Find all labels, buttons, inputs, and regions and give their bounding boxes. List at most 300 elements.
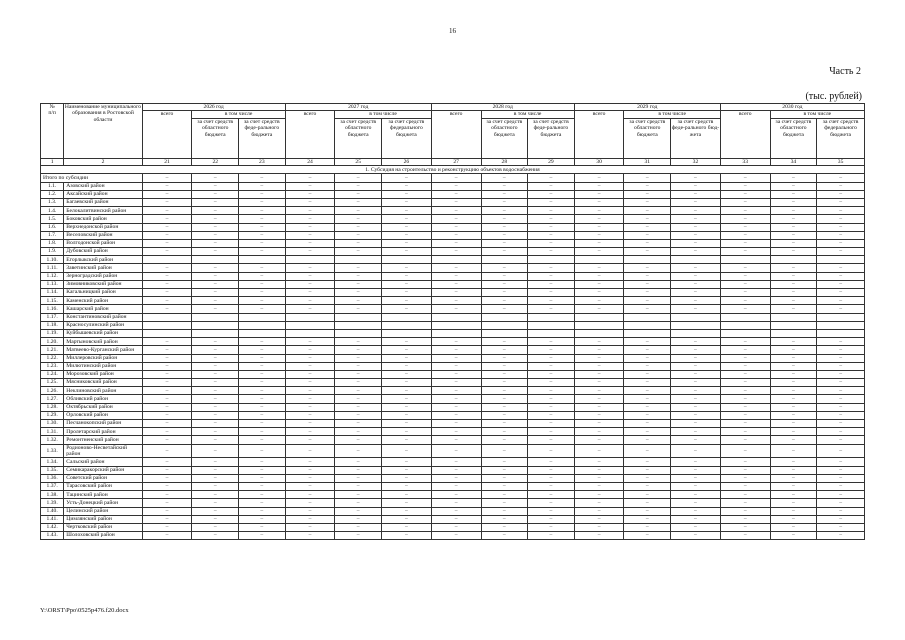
value-cell: – — [285, 354, 335, 362]
row-number: 1.43. — [41, 532, 64, 540]
value-cell: – — [671, 272, 721, 280]
value-cell: – — [239, 458, 286, 466]
value-cell: – — [671, 264, 721, 272]
value-cell: – — [770, 458, 817, 466]
value-cell: – — [770, 403, 817, 411]
value-cell: – — [528, 190, 575, 198]
total-row — [41, 174, 865, 182]
value-cell: – — [770, 289, 817, 297]
header-total: всего — [285, 111, 335, 158]
value-cell: – — [381, 444, 431, 458]
value-cell: – — [624, 444, 671, 458]
value-cell: – — [720, 174, 770, 182]
district-name: Шолоховский район — [64, 532, 142, 540]
value-cell: – — [574, 499, 624, 507]
row-number: 1.3. — [41, 198, 64, 206]
row-number: 1.6. — [41, 223, 64, 231]
value-cell — [671, 313, 721, 321]
value-cell: – — [528, 411, 575, 419]
value-cell: – — [192, 207, 239, 215]
value-cell: – — [528, 174, 575, 182]
value-cell — [528, 329, 575, 337]
row-number: 1.20. — [41, 338, 64, 346]
value-cell: – — [239, 198, 286, 206]
value-cell: – — [381, 305, 431, 313]
value-cell: – — [770, 297, 817, 305]
value-cell — [142, 313, 192, 321]
value-cell: – — [817, 523, 865, 531]
value-cell: – — [239, 474, 286, 482]
value-cell: – — [192, 362, 239, 370]
district-name: Мартыновский район — [64, 338, 142, 346]
value-cell: – — [528, 231, 575, 239]
header-including: в том числе — [624, 111, 720, 118]
table-row — [41, 289, 865, 297]
value-cell: – — [574, 379, 624, 387]
value-cell: – — [671, 466, 721, 474]
value-cell: – — [528, 264, 575, 272]
value-cell: – — [192, 466, 239, 474]
value-cell: – — [671, 444, 721, 458]
value-cell: – — [335, 482, 382, 490]
value-cell: – — [720, 474, 770, 482]
value-cell: – — [285, 507, 335, 515]
value-cell: – — [381, 428, 431, 436]
table-row — [41, 499, 865, 507]
value-cell — [574, 329, 624, 337]
value-cell: – — [624, 354, 671, 362]
value-cell: – — [574, 515, 624, 523]
table-row — [41, 379, 865, 387]
value-cell: – — [528, 403, 575, 411]
value-cell: – — [574, 403, 624, 411]
value-cell: – — [671, 370, 721, 378]
value-cell: – — [481, 272, 528, 280]
value-cell — [381, 329, 431, 337]
value-cell: – — [239, 420, 286, 428]
value-cell: – — [285, 444, 335, 458]
value-cell — [285, 256, 335, 264]
value-cell: – — [481, 264, 528, 272]
value-cell: – — [381, 338, 431, 346]
value-cell: – — [720, 289, 770, 297]
table-row — [41, 458, 865, 466]
value-cell: – — [720, 272, 770, 280]
value-cell: – — [671, 362, 721, 370]
row-number: 1.12. — [41, 272, 64, 280]
value-cell: – — [335, 297, 382, 305]
value-cell: – — [335, 499, 382, 507]
value-cell: – — [142, 198, 192, 206]
value-cell: – — [335, 231, 382, 239]
value-cell: – — [335, 198, 382, 206]
value-cell: – — [624, 499, 671, 507]
value-cell: – — [671, 289, 721, 297]
value-cell: – — [431, 458, 481, 466]
column-number: 34 — [770, 158, 817, 165]
value-cell — [770, 256, 817, 264]
table-row — [41, 403, 865, 411]
value-cell: – — [528, 444, 575, 458]
value-cell: – — [770, 444, 817, 458]
value-cell: – — [335, 239, 382, 247]
column-number: 31 — [624, 158, 671, 165]
value-cell: – — [624, 248, 671, 256]
value-cell: – — [770, 362, 817, 370]
value-cell: – — [142, 338, 192, 346]
value-cell — [624, 313, 671, 321]
value-cell: – — [481, 395, 528, 403]
value-cell: – — [817, 444, 865, 458]
value-cell: – — [142, 458, 192, 466]
part-label: Часть 2 — [829, 66, 861, 77]
table-row — [41, 523, 865, 531]
value-cell: – — [671, 420, 721, 428]
row-number: 1.22. — [41, 354, 64, 362]
value-cell: – — [528, 458, 575, 466]
value-cell: – — [142, 420, 192, 428]
value-cell: – — [239, 223, 286, 231]
value-cell: – — [481, 239, 528, 247]
column-number: 25 — [335, 158, 382, 165]
value-cell: – — [335, 466, 382, 474]
value-cell: – — [142, 411, 192, 419]
value-cell: – — [381, 515, 431, 523]
value-cell: – — [624, 182, 671, 190]
value-cell: – — [720, 436, 770, 444]
value-cell — [574, 321, 624, 329]
value-cell: – — [285, 174, 335, 182]
value-cell: – — [720, 354, 770, 362]
header-federal: за счет средств федерального бюджета — [817, 118, 865, 158]
value-cell: – — [335, 182, 382, 190]
header-name: Наименование муниципального образования в Ростовской области — [64, 104, 142, 159]
value-cell: – — [528, 436, 575, 444]
value-cell: – — [624, 458, 671, 466]
table-row — [41, 338, 865, 346]
header-num: № п/п — [41, 104, 64, 159]
value-cell: – — [142, 174, 192, 182]
value-cell: – — [381, 362, 431, 370]
value-cell: – — [528, 499, 575, 507]
value-cell: – — [381, 215, 431, 223]
district-name: Советский район — [64, 474, 142, 482]
row-number: 1.38. — [41, 491, 64, 499]
value-cell: – — [817, 507, 865, 515]
value-cell: – — [381, 403, 431, 411]
value-cell: – — [192, 280, 239, 288]
value-cell: – — [239, 411, 286, 419]
value-cell: – — [720, 523, 770, 531]
table-row — [41, 280, 865, 288]
value-cell: – — [381, 174, 431, 182]
row-number: 1.41. — [41, 515, 64, 523]
value-cell — [285, 321, 335, 329]
value-cell: – — [671, 198, 721, 206]
header-including: в том числе — [770, 111, 864, 118]
value-cell: – — [381, 354, 431, 362]
column-numbers-row — [41, 158, 865, 165]
value-cell: – — [192, 182, 239, 190]
value-cell: – — [770, 515, 817, 523]
value-cell — [720, 329, 770, 337]
row-number: 1.31. — [41, 428, 64, 436]
district-name: Чертковский район — [64, 523, 142, 531]
value-cell: – — [720, 215, 770, 223]
value-cell: – — [671, 223, 721, 231]
value-cell: – — [481, 411, 528, 419]
value-cell — [192, 329, 239, 337]
value-cell: – — [239, 444, 286, 458]
value-cell: – — [335, 436, 382, 444]
value-cell: – — [381, 198, 431, 206]
district-name: Орловский район — [64, 411, 142, 419]
value-cell: – — [528, 305, 575, 313]
value-cell: – — [574, 174, 624, 182]
value-cell — [285, 313, 335, 321]
value-cell: – — [528, 523, 575, 531]
row-number: 1.19. — [41, 329, 64, 337]
value-cell: – — [481, 523, 528, 531]
value-cell: – — [431, 491, 481, 499]
value-cell: – — [239, 190, 286, 198]
value-cell — [817, 329, 865, 337]
value-cell: – — [285, 297, 335, 305]
value-cell — [671, 321, 721, 329]
value-cell: – — [671, 338, 721, 346]
value-cell: – — [381, 387, 431, 395]
value-cell: – — [381, 190, 431, 198]
column-number: 29 — [528, 158, 575, 165]
district-name: Зерноградский район — [64, 272, 142, 280]
table-row — [41, 444, 865, 458]
value-cell: – — [481, 491, 528, 499]
value-cell: – — [285, 231, 335, 239]
value-cell: – — [817, 280, 865, 288]
value-cell: – — [239, 523, 286, 531]
district-name: Дубовский район — [64, 248, 142, 256]
value-cell: – — [335, 207, 382, 215]
value-cell: – — [671, 458, 721, 466]
value-cell: – — [142, 436, 192, 444]
value-cell: – — [624, 395, 671, 403]
value-cell: – — [335, 248, 382, 256]
value-cell: – — [671, 403, 721, 411]
row-number: 1.39. — [41, 499, 64, 507]
value-cell: – — [720, 239, 770, 247]
value-cell: – — [142, 182, 192, 190]
value-cell: – — [574, 223, 624, 231]
footer-path: Y:\ORST\Ppo\0525p476.f20.docx — [40, 607, 129, 614]
district-name: Песчанокопский район — [64, 420, 142, 428]
value-cell: – — [720, 420, 770, 428]
value-cell: – — [239, 436, 286, 444]
value-cell: – — [624, 515, 671, 523]
value-cell: – — [817, 174, 865, 182]
value-cell: – — [192, 474, 239, 482]
value-cell: – — [431, 515, 481, 523]
value-cell — [528, 321, 575, 329]
value-cell: – — [671, 387, 721, 395]
value-cell: – — [192, 428, 239, 436]
value-cell: – — [431, 190, 481, 198]
value-cell: – — [285, 289, 335, 297]
value-cell: – — [142, 532, 192, 540]
value-cell: – — [770, 420, 817, 428]
value-cell: – — [142, 507, 192, 515]
value-cell: – — [285, 482, 335, 490]
value-cell: – — [239, 248, 286, 256]
value-cell: – — [381, 395, 431, 403]
value-cell: – — [285, 207, 335, 215]
value-cell: – — [285, 523, 335, 531]
units-label: (тыс. рублей) — [805, 91, 862, 102]
value-cell: – — [285, 379, 335, 387]
table-row — [41, 515, 865, 523]
value-cell: – — [574, 346, 624, 354]
value-cell: – — [481, 305, 528, 313]
district-name: Родионово-Несветайский район — [64, 444, 142, 458]
value-cell: – — [142, 499, 192, 507]
value-cell: – — [481, 190, 528, 198]
row-number: 1.30. — [41, 420, 64, 428]
value-cell: – — [239, 362, 286, 370]
value-cell: – — [381, 532, 431, 540]
value-cell: – — [817, 354, 865, 362]
value-cell: – — [285, 338, 335, 346]
district-name: Обливский район — [64, 395, 142, 403]
value-cell: – — [142, 239, 192, 247]
value-cell: – — [481, 474, 528, 482]
value-cell: – — [239, 379, 286, 387]
table-row — [41, 428, 865, 436]
value-cell: – — [671, 280, 721, 288]
value-cell: – — [817, 474, 865, 482]
value-cell: – — [239, 289, 286, 297]
value-cell: – — [142, 403, 192, 411]
district-name: Белокалитвинский район — [64, 207, 142, 215]
value-cell: – — [528, 297, 575, 305]
value-cell: – — [335, 532, 382, 540]
value-cell: – — [142, 248, 192, 256]
value-cell: – — [720, 198, 770, 206]
column-number: 28 — [481, 158, 528, 165]
value-cell: – — [285, 305, 335, 313]
value-cell: – — [624, 289, 671, 297]
value-cell: – — [528, 507, 575, 515]
value-cell: – — [381, 231, 431, 239]
header-including: в том числе — [192, 111, 285, 118]
value-cell — [671, 329, 721, 337]
value-cell: – — [381, 474, 431, 482]
value-cell — [335, 321, 382, 329]
value-cell: – — [192, 305, 239, 313]
value-cell: – — [574, 305, 624, 313]
value-cell: – — [431, 507, 481, 515]
value-cell: – — [285, 239, 335, 247]
value-cell: – — [817, 198, 865, 206]
value-cell: – — [192, 411, 239, 419]
value-cell — [381, 321, 431, 329]
value-cell: – — [574, 207, 624, 215]
value-cell: – — [192, 264, 239, 272]
value-cell: – — [431, 305, 481, 313]
value-cell: – — [720, 507, 770, 515]
section-title: 1. Субсидия на строительство и реконструкцию объектов водоснабжения — [41, 166, 865, 174]
value-cell: – — [528, 466, 575, 474]
value-cell: – — [142, 444, 192, 458]
value-cell: – — [770, 182, 817, 190]
value-cell: – — [720, 223, 770, 231]
table-row — [41, 215, 865, 223]
value-cell: – — [817, 395, 865, 403]
column-number: 33 — [720, 158, 770, 165]
value-cell: – — [142, 379, 192, 387]
value-cell: – — [431, 174, 481, 182]
value-cell: – — [142, 523, 192, 531]
value-cell: – — [574, 482, 624, 490]
value-cell: – — [192, 499, 239, 507]
value-cell: – — [574, 411, 624, 419]
value-cell: – — [720, 532, 770, 540]
table-row — [41, 231, 865, 239]
table-row — [41, 264, 865, 272]
value-cell: – — [335, 174, 382, 182]
value-cell: – — [817, 182, 865, 190]
value-cell: – — [720, 515, 770, 523]
value-cell: – — [192, 239, 239, 247]
value-cell: – — [671, 174, 721, 182]
value-cell: – — [770, 466, 817, 474]
value-cell: – — [817, 466, 865, 474]
value-cell: – — [481, 515, 528, 523]
value-cell: – — [671, 297, 721, 305]
value-cell: – — [720, 338, 770, 346]
district-name: Миллеровский район — [64, 354, 142, 362]
district-name: Красносулинский район — [64, 321, 142, 329]
value-cell: – — [239, 207, 286, 215]
value-cell: – — [528, 346, 575, 354]
row-number: 1.28. — [41, 403, 64, 411]
value-cell: – — [239, 532, 286, 540]
table-row — [41, 491, 865, 499]
value-cell: – — [285, 182, 335, 190]
value-cell: – — [528, 182, 575, 190]
value-cell: – — [431, 379, 481, 387]
value-cell: – — [528, 491, 575, 499]
table-row — [41, 387, 865, 395]
value-cell: – — [381, 289, 431, 297]
value-cell: – — [671, 491, 721, 499]
value-cell: – — [381, 411, 431, 419]
table-header — [41, 104, 865, 166]
district-name: Усть-Донецкий район — [64, 499, 142, 507]
value-cell: – — [239, 297, 286, 305]
value-cell: – — [192, 491, 239, 499]
value-cell: – — [431, 474, 481, 482]
value-cell: – — [624, 482, 671, 490]
value-cell: – — [335, 387, 382, 395]
value-cell: – — [431, 198, 481, 206]
total-label: Итого по субсидии — [41, 174, 143, 182]
row-number: 1.32. — [41, 436, 64, 444]
row-number: 1.29. — [41, 411, 64, 419]
value-cell: – — [192, 395, 239, 403]
value-cell: – — [720, 387, 770, 395]
value-cell: – — [285, 264, 335, 272]
value-cell: – — [381, 482, 431, 490]
value-cell: – — [381, 264, 431, 272]
